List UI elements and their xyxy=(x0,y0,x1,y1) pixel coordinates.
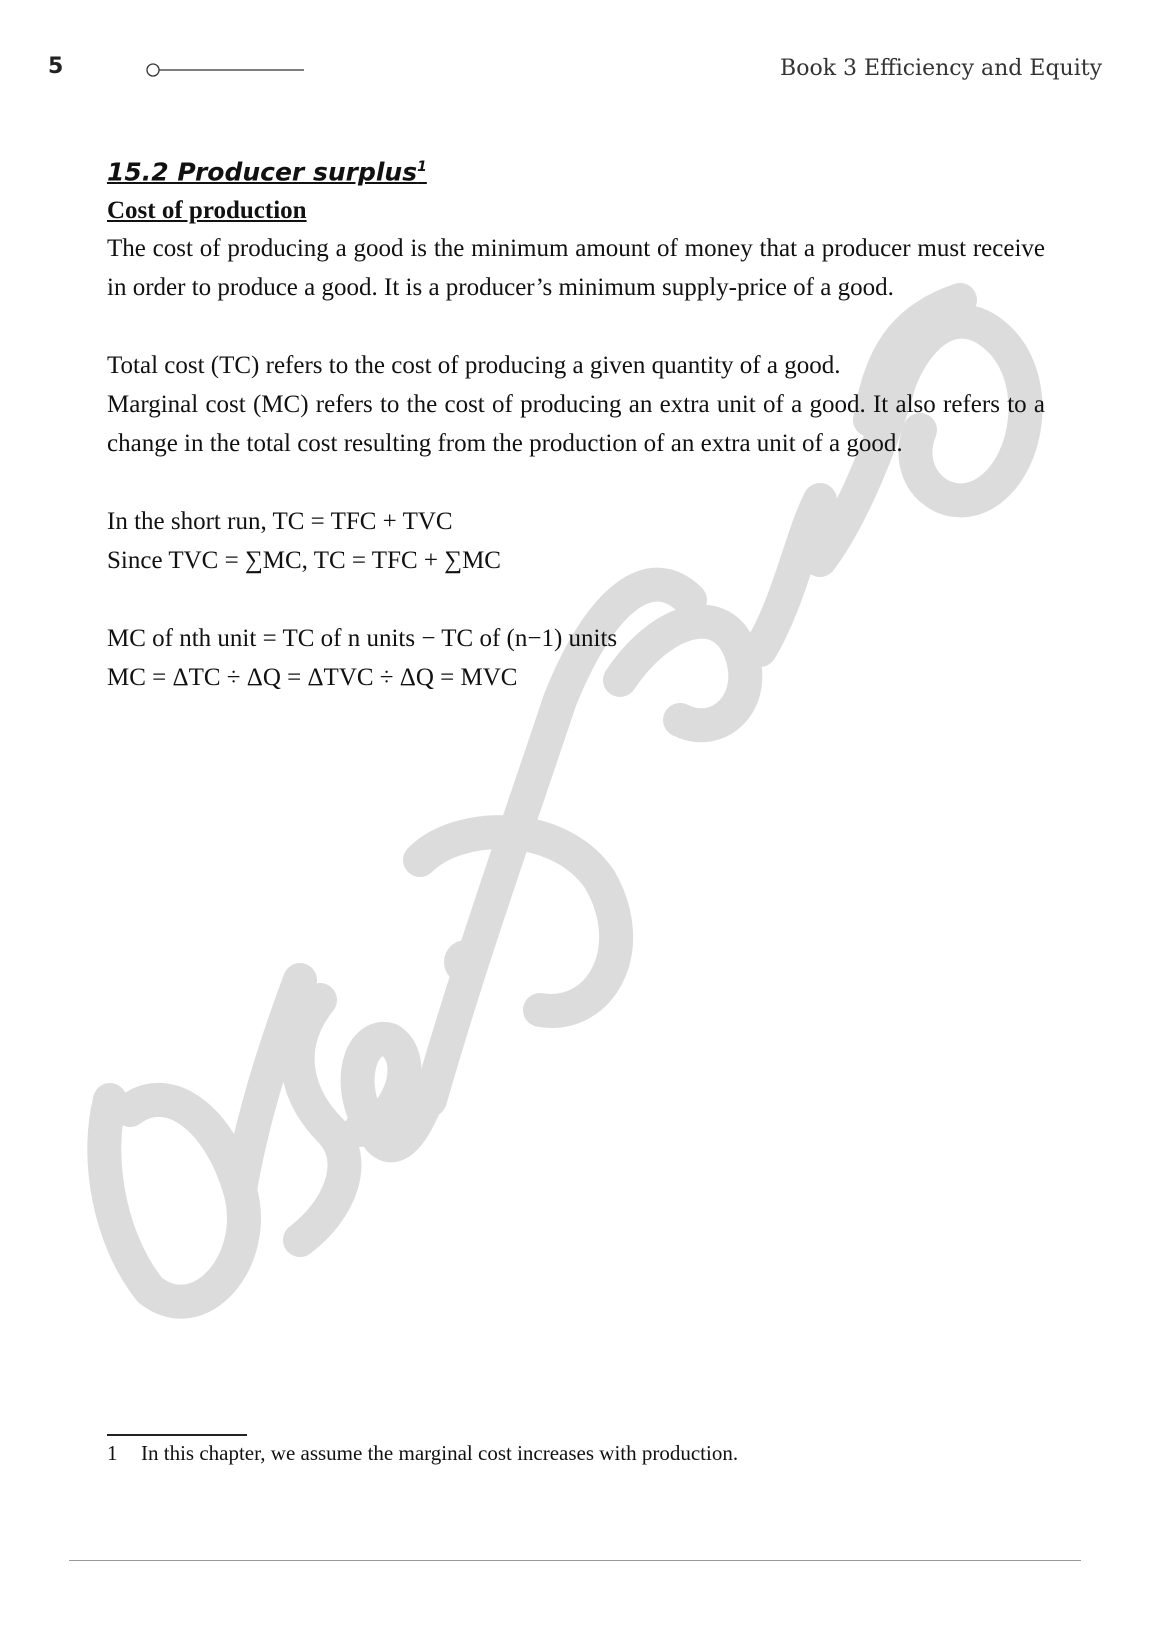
section-title xyxy=(107,150,1045,189)
equation-mc-ratio: MC = ΔTC ÷ ΔQ = ΔTVC ÷ ΔQ = MVC xyxy=(107,664,518,692)
equation-short-run-tc: In the short run, TC = TFC + TVC xyxy=(107,508,453,536)
footnote xyxy=(107,1438,738,1468)
subheading-cost-of-production: Cost of production xyxy=(107,197,307,225)
page-body xyxy=(107,150,1045,697)
paragraph-total-cost: Total cost (TC) refers to the cost of producing a given quantity of a good. xyxy=(107,352,841,380)
footnote-number: 1 xyxy=(107,1441,118,1465)
header-ornament-line xyxy=(146,62,306,78)
equation-tvc-sum-mc: Since TVC = ∑MC, TC = TFC + ∑MC xyxy=(107,547,501,575)
section-title-text: 15.2 Producer surplus xyxy=(107,157,418,187)
paragraph-cost-definition: The cost of producing a good is the minimum amount of money that a producer must receive in order to produce a good. It is a producer’s minimum supply-price of a good. xyxy=(107,235,1045,302)
footnote-divider xyxy=(107,1434,247,1436)
paragraph-marginal-cost: Marginal cost (MC) refers to the cost of producing an extra unit of a good. It also refers to a change in the total cost resulting from the production of an extra unit of a good. xyxy=(107,391,1045,458)
footnote-reference[interactable]: 1 xyxy=(417,159,427,175)
bottom-divider xyxy=(69,1560,1081,1561)
footnote-text: In this chapter, we assume the marginal cost increases with production. xyxy=(141,1441,739,1465)
equation-mc-nth-unit: MC of nth unit = TC of n units − TC of (n−1) units xyxy=(107,625,618,653)
page-number: 5 xyxy=(48,54,64,79)
running-header: Book 3 Efficiency and Equity xyxy=(780,56,1102,81)
